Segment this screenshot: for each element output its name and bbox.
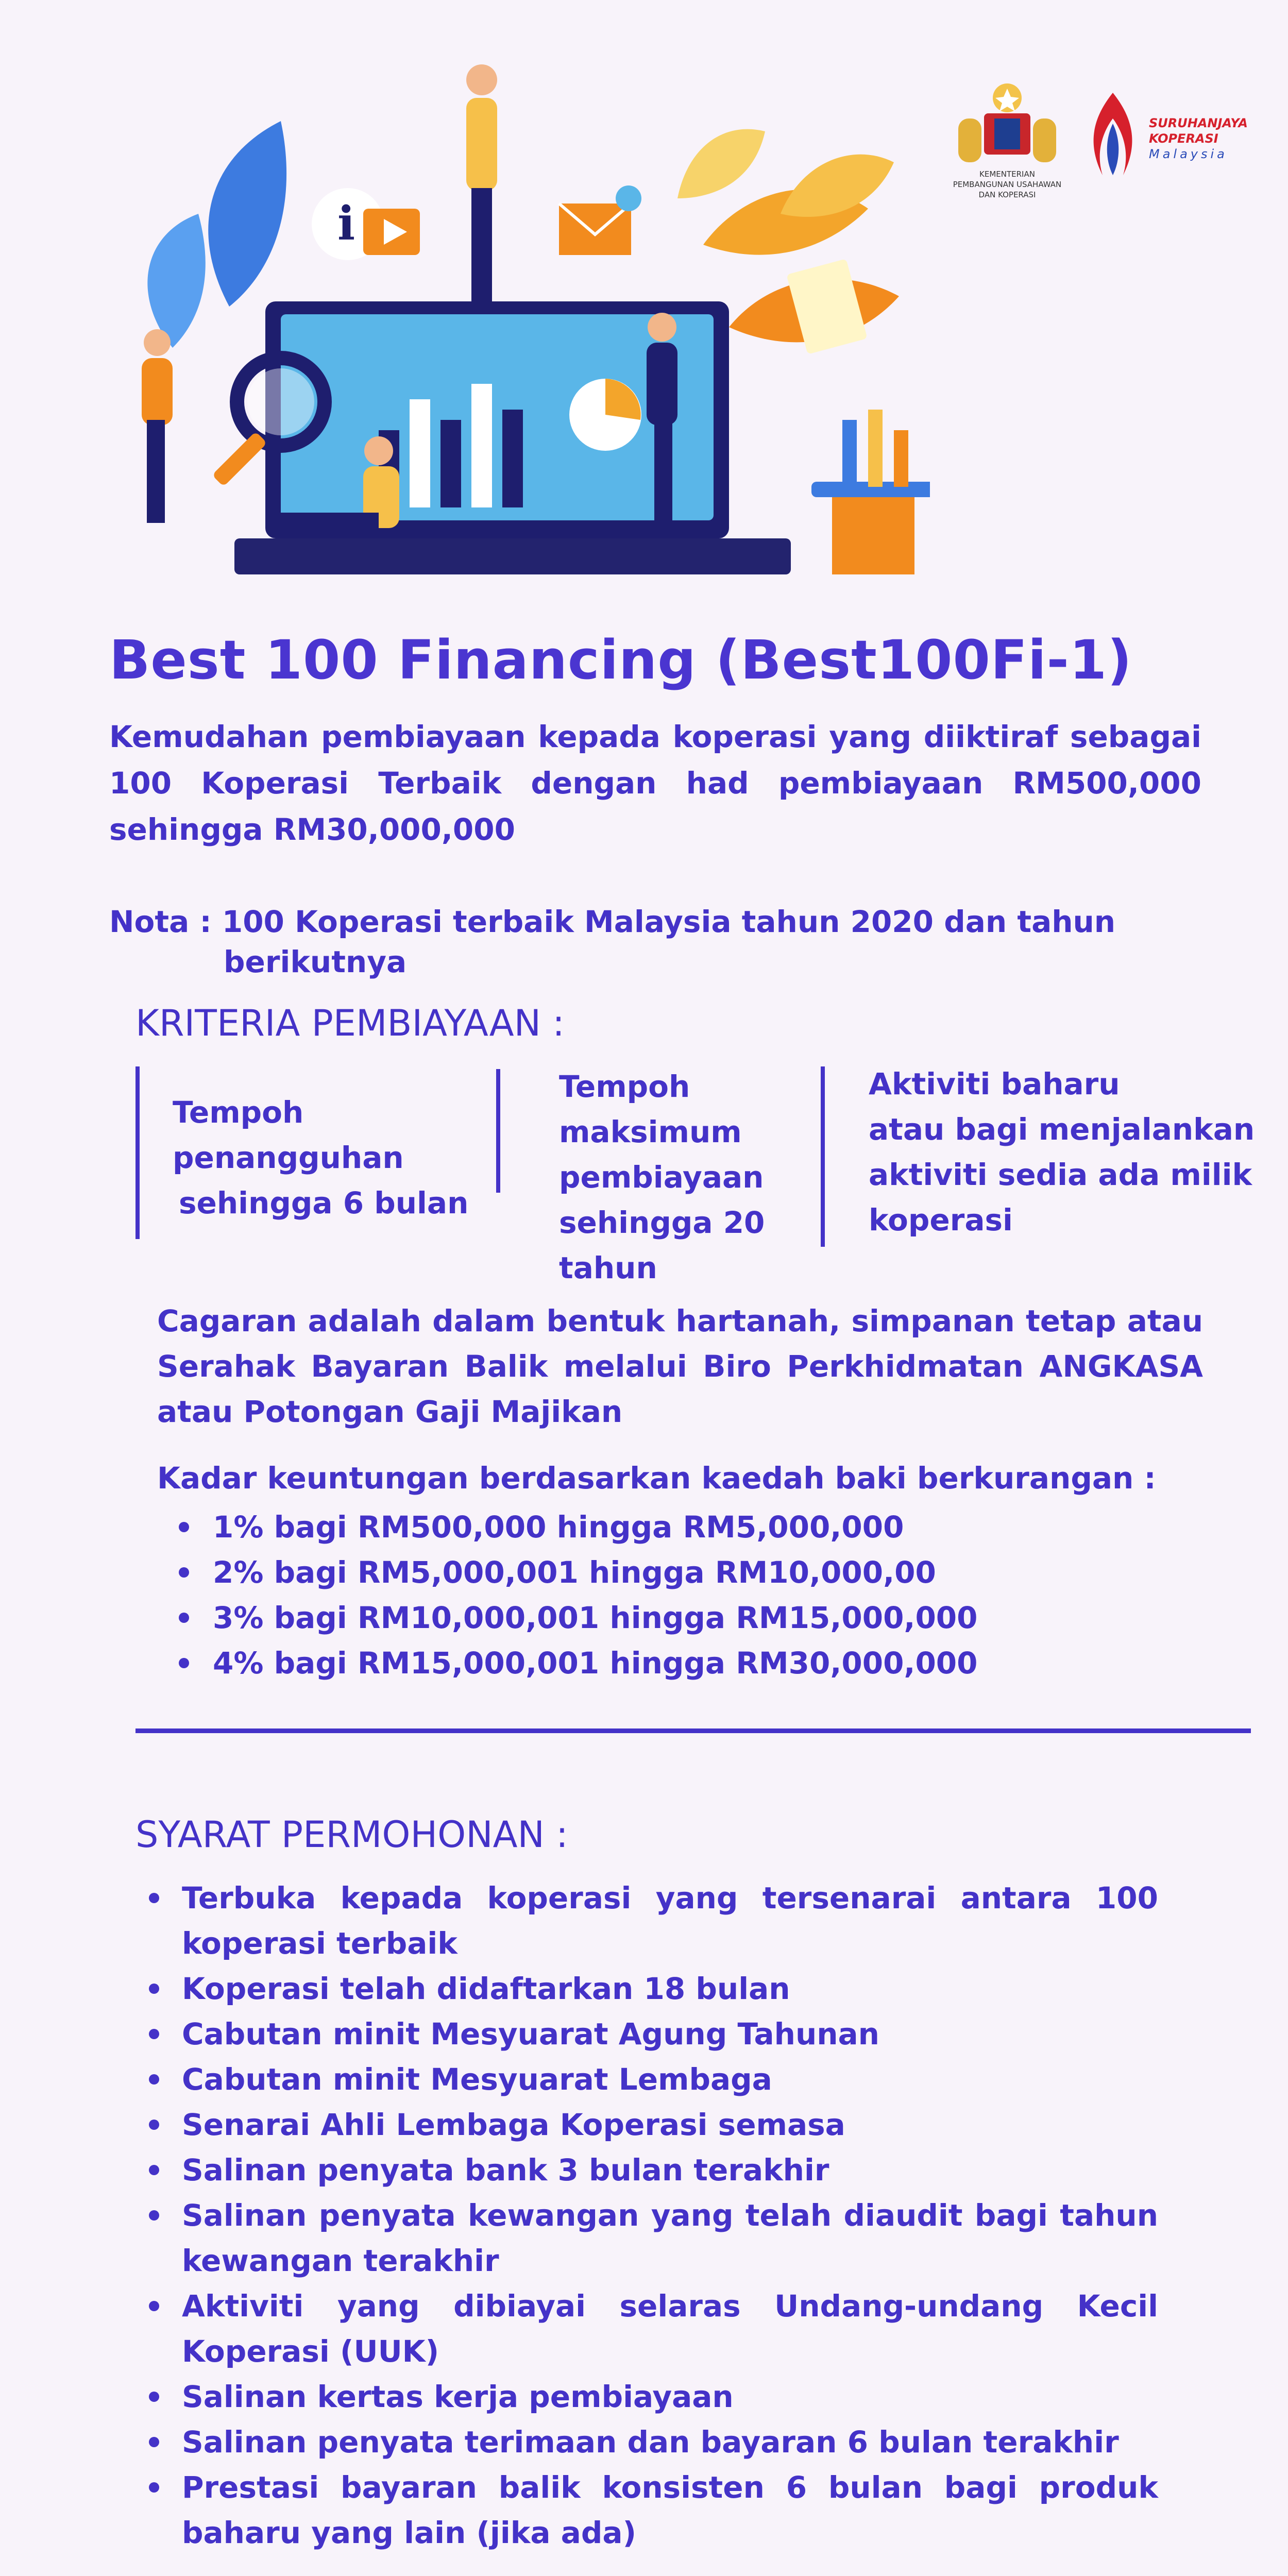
list-item: Senarai Ahli Lembaga Koperasi semasa xyxy=(135,2102,1158,2147)
syarat-list xyxy=(135,1875,1158,2555)
skm-line1: SURUHANJAYA xyxy=(1149,116,1248,130)
list-item: Prestasi bayaran balik konsisten 6 bulan bagi produk baharu yang lain (jika ada) xyxy=(135,2465,1158,2555)
criteria-col3-line: Aktiviti baharu xyxy=(869,1066,1120,1101)
criteria-divider xyxy=(821,1066,825,1247)
list-item: 4% bagi RM15,000,001 hingga RM30,000,000 xyxy=(157,1640,978,1686)
page-title: Best 100 Financing (Best100Fi-1) xyxy=(109,629,1132,691)
list-item: 2% bagi RM5,000,001 hingga RM10,000,00 xyxy=(157,1550,978,1595)
section-divider xyxy=(135,1728,1251,1733)
criteria-col3-line: koperasi xyxy=(869,1202,1013,1238)
skm-logo xyxy=(1082,88,1278,191)
criteria-col3 xyxy=(869,1061,1255,1243)
kementerian-logo xyxy=(948,77,1066,199)
list-item: Salinan penyata bank 3 bulan terakhir xyxy=(135,2147,1158,2193)
criteria-divider xyxy=(135,1066,140,1239)
list-item: Salinan kertas kerja pembiayaan xyxy=(135,2374,1158,2419)
list-item: Cabutan minit Mesyuarat Lembaga xyxy=(135,2057,1158,2102)
coat-of-arms-icon xyxy=(948,77,1066,165)
list-item: Salinan penyata terimaan dan bayaran 6 bulan terakhir xyxy=(135,2419,1158,2465)
svg-text:i: i xyxy=(337,196,355,251)
criteria-col1-line: sehingga 6 bulan xyxy=(179,1185,469,1221)
nota-note xyxy=(109,902,1115,982)
criteria-col1-line: Tempoh xyxy=(173,1095,304,1130)
criteria-col2-line: Tempoh xyxy=(559,1069,690,1104)
criteria-divider xyxy=(496,1069,500,1193)
criteria-col2-line: maksimum xyxy=(559,1114,742,1149)
criteria-col2 xyxy=(559,1064,765,1291)
list-item: Terbuka kepada koperasi yang tersenarai antara 100 koperasi terbaik xyxy=(135,1875,1158,1966)
syarat-heading: SYARAT PERMOHONAN : xyxy=(135,1814,568,1856)
kadar-list xyxy=(157,1504,978,1686)
criteria-col1 xyxy=(173,1090,468,1226)
criteria-col2-line: pembiayaan xyxy=(559,1160,764,1195)
kriteria-heading: KRITERIA PEMBIAYAAN : xyxy=(135,1002,565,1044)
list-item: 3% bagi RM10,000,001 hingga RM15,000,000 xyxy=(157,1595,978,1640)
list-item: 1% bagi RM500,000 hingga RM5,000,000 xyxy=(157,1504,978,1550)
kementerian-logo-text: KEMENTERIAN PEMBANGUNAN USAHAWAN DAN KOPERASI xyxy=(953,170,1062,199)
skm-line2: KOPERASI xyxy=(1149,131,1218,146)
skm-flame-icon xyxy=(1082,88,1144,185)
list-item: Salinan penyata kewangan yang telah diaudit bagi tahun kewangan terakhir xyxy=(135,2193,1158,2283)
criteria-col2-line: tahun xyxy=(559,1250,657,1285)
kadar-label: Kadar keuntungan berdasarkan kaedah baki berkurangan : xyxy=(157,1461,1156,1496)
hero-illustration xyxy=(111,59,930,603)
criteria-col1-line: penangguhan xyxy=(173,1140,404,1175)
list-item: Koperasi telah didaftarkan 18 bulan xyxy=(135,1966,1158,2011)
cagaran-paragraph: Cagaran adalah dalam bentuk hartanah, simpanan tetap atau Serahak Bayaran Balik melalui Biro Perkhidmatan ANGKASA atau Potongan Gaji Majikan xyxy=(157,1303,1203,1429)
skm-line3: Malaysia xyxy=(1149,147,1228,161)
list-item: Aktiviti yang dibiayai selaras Undang-undang Kecil Koperasi (UUK) xyxy=(135,2283,1158,2374)
criteria-col3-line: aktiviti sedia ada milik xyxy=(869,1157,1252,1192)
criteria-col3-line: atau bagi menjalankan xyxy=(869,1112,1255,1147)
criteria-col2-line: sehingga 20 xyxy=(559,1205,765,1240)
intro-paragraph: Kemudahan pembiayaan kepada koperasi yang diiktiraf sebagai 100 Koperasi Terbaik dengan had pembiayaan RM500,000 sehingga RM30,000,000 xyxy=(109,719,1201,847)
nota-line1: Nota : 100 Koperasi terbaik Malaysia tahun 2020 dan tahun xyxy=(109,904,1116,939)
list-item: Cabutan minit Mesyuarat Agung Tahunan xyxy=(135,2011,1158,2057)
nota-line2: berikutnya xyxy=(224,944,407,979)
